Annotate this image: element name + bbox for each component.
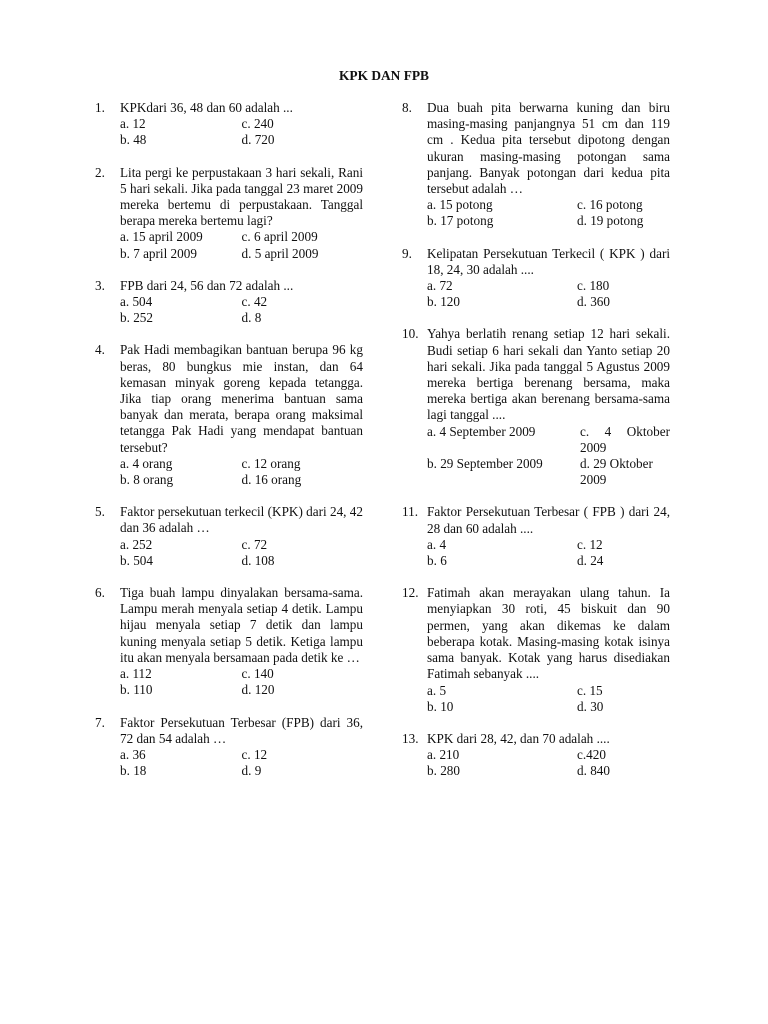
option-a: a. 15 potong [427, 197, 493, 213]
question-number: 10. [402, 326, 419, 342]
question-text: Faktor persekutuan terkecil (KPK) dari 24, 42 dan 36 adalah … [120, 504, 363, 536]
option-c: c. 72 [241, 536, 268, 552]
option-row-ac [427, 424, 670, 456]
question-text: Faktor Persekutuan Terbesar ( FPB ) dari 24, 28 dan 60 adalah .... [427, 504, 670, 536]
option-b: b. 504 [120, 552, 153, 568]
option-c: c. 42 [241, 294, 268, 310]
option-a: a. 4 September 2009 [427, 423, 536, 439]
question-text: Dua buah pita berwarna kuning dan biru masing-masing panjangnya 51 cm dan 119 cm . Kedua pita tersebut dipotong dengan ukuran masing-masing potongan sama panjang. Banyak potongan dari kedua pita tersebut adalah … [427, 100, 670, 197]
option-a: a. 5 [427, 682, 447, 698]
option-c: c. 12 [577, 536, 603, 552]
option-a: a. 36 [120, 746, 146, 762]
option-a: a. 252 [120, 536, 153, 552]
option-d: d. 360 [577, 294, 610, 310]
question-number: 7. [95, 714, 105, 730]
option-b: b. 48 [120, 132, 147, 148]
option-b: b. 8 orang [120, 472, 174, 488]
option-d: d. 840 [577, 763, 610, 779]
question-4 [95, 342, 363, 488]
question-text: Pak Hadi membagikan bantuan berupa 96 kg beras, 80 bungkus mie instan, dan 64 kemasan minyak goreng kepada tetangga. Jika tiap orang menerima bantuan sama banyak dan merata, berapa orang maksimal tetangga Pak Hadi yang mendapat bantuan tersebut? [120, 342, 363, 455]
question-text: KPKdari 36, 48 dan 60 adalah ... [120, 100, 293, 115]
option-a: a. 112 [120, 666, 152, 682]
options [427, 197, 670, 229]
option-a: a. 12 [120, 116, 146, 132]
question-text: Kelipatan Persekutuan Terkecil ( KPK ) dari 18, 24, 30 adalah .... [427, 245, 670, 277]
question-number: 4. [95, 342, 105, 358]
question-number: 1. [95, 100, 105, 115]
question-8 [402, 100, 670, 230]
options [120, 116, 363, 148]
question-text: Yahya berlatih renang setiap 12 hari sekali. Budi setiap 6 hari sekali dan Yanto setiap 20 hari sekali. Jika pada tanggal 5 Agustus 2009 mereka bertiga berenang bersama, maka mereka bertiga akan berenang bersama-sama lagi tanggal .... [427, 326, 670, 423]
question-text: Fatimah akan merayakan ulang tahun. Ia menyiapkan 30 roti, 45 biskuit dan 90 permen, yang akan dikemas ke dalam beberapa kotak. Masing-masing kotak isinya sama banyak. Kotak yang harus disediakan Fatimah sebanyak .... [427, 585, 670, 682]
option-b: b. 252 [120, 310, 153, 326]
question-number: 2. [95, 164, 105, 180]
options [120, 666, 363, 698]
question-text: Tiga buah lampu dinyalakan bersama-sama. Lampu merah menyala setiap 4 detik. Lampu hijau menyala setiap 7 detik dan lampu kuning menyala setiap 5 detik. Ketiga lampu itu akan menyala bersamaan pada detik ke … [120, 585, 363, 665]
options [427, 747, 670, 779]
question-13 [402, 731, 670, 780]
option-d: d. 9 [241, 763, 262, 779]
option-c: c. 16 potong [577, 197, 643, 213]
option-a: a. 504 [120, 294, 153, 310]
question-text: KPK dari 28, 42, dan 70 adalah .... [427, 730, 610, 746]
question-2 [95, 165, 363, 262]
question-number: 12. [402, 585, 419, 601]
option-row-bd [427, 456, 670, 488]
options [120, 537, 363, 569]
option-c: c.420 [577, 747, 606, 763]
option-d: d. 5 april 2009 [241, 245, 319, 261]
option-c: c. 12 orang [241, 455, 301, 471]
option-b: b. 6 [427, 553, 447, 569]
option-d: d. 8 [241, 310, 262, 326]
question-number: 11. [402, 504, 418, 520]
question-number: 3. [95, 277, 105, 293]
options [427, 683, 670, 715]
option-b: b. 120 [427, 294, 460, 310]
option-c: c. 4 Oktober 2009 [580, 423, 670, 455]
options [120, 747, 363, 779]
option-d: d. 30 [577, 698, 604, 714]
option-c: c. 12 [241, 746, 268, 762]
question-10 [402, 326, 670, 488]
options [120, 229, 363, 261]
option-b: b. 110 [120, 682, 153, 698]
page-title: KPK DAN FPB [338, 68, 429, 83]
option-a: a. 4 [427, 536, 447, 552]
option-d: d. 19 potong [577, 213, 644, 229]
option-d: d. 720 [241, 132, 275, 148]
option-b: b. 29 September 2009 [427, 456, 543, 472]
question-text: Lita pergi ke perpustakaan 3 hari sekali, Rani 5 hari sekali. Jika pada tanggal 23 maret 2009 mereka bertemu di perpustakaan. Tanggal berapa mereka bertemu lagi? [120, 164, 363, 229]
option-c: c. 15 [577, 682, 603, 698]
option-c: c. 240 [241, 116, 274, 132]
right-column [402, 100, 670, 796]
option-c: c. 6 april 2009 [241, 229, 318, 245]
options [120, 294, 363, 326]
question-number: 9. [402, 245, 412, 261]
option-c: c. 180 [577, 278, 610, 294]
options [427, 278, 670, 310]
options [427, 424, 670, 489]
question-12 [402, 585, 670, 715]
option-c: c. 140 [241, 666, 274, 682]
option-b: b. 280 [427, 763, 460, 779]
question-number: 6. [95, 585, 105, 601]
question-text: Faktor Persekutuan Terbesar (FPB) dari 36, 72 dan 54 adalah … [120, 714, 363, 746]
option-a: a. 72 [427, 278, 453, 294]
question-1 [95, 100, 363, 149]
option-b: b. 18 [120, 763, 147, 779]
question-6 [95, 585, 363, 698]
option-a: a. 4 orang [120, 455, 173, 471]
question-text: FPB dari 24, 56 dan 72 adalah ... [120, 277, 294, 293]
option-d: d. 108 [241, 552, 275, 568]
question-number: 13. [402, 730, 419, 746]
option-d: d. 120 [241, 682, 275, 698]
options [427, 537, 670, 569]
option-b: b. 7 april 2009 [120, 245, 197, 261]
question-11 [402, 504, 670, 569]
option-b: b. 17 potong [427, 213, 494, 229]
question-5 [95, 504, 363, 569]
question-number: 8. [402, 100, 412, 115]
question-number: 5. [95, 504, 105, 520]
question-3 [95, 278, 363, 327]
option-d: d. 16 orang [241, 472, 302, 488]
left-column [95, 100, 363, 795]
option-a: a. 15 april 2009 [120, 229, 203, 245]
option-d: d. 29 Oktober 2009 [580, 456, 653, 488]
option-b: b. 10 [427, 698, 454, 714]
question-9 [402, 246, 670, 311]
option-d: d. 24 [577, 553, 604, 569]
option-a: a. 210 [427, 747, 460, 763]
options [120, 456, 363, 488]
question-7 [95, 715, 363, 780]
